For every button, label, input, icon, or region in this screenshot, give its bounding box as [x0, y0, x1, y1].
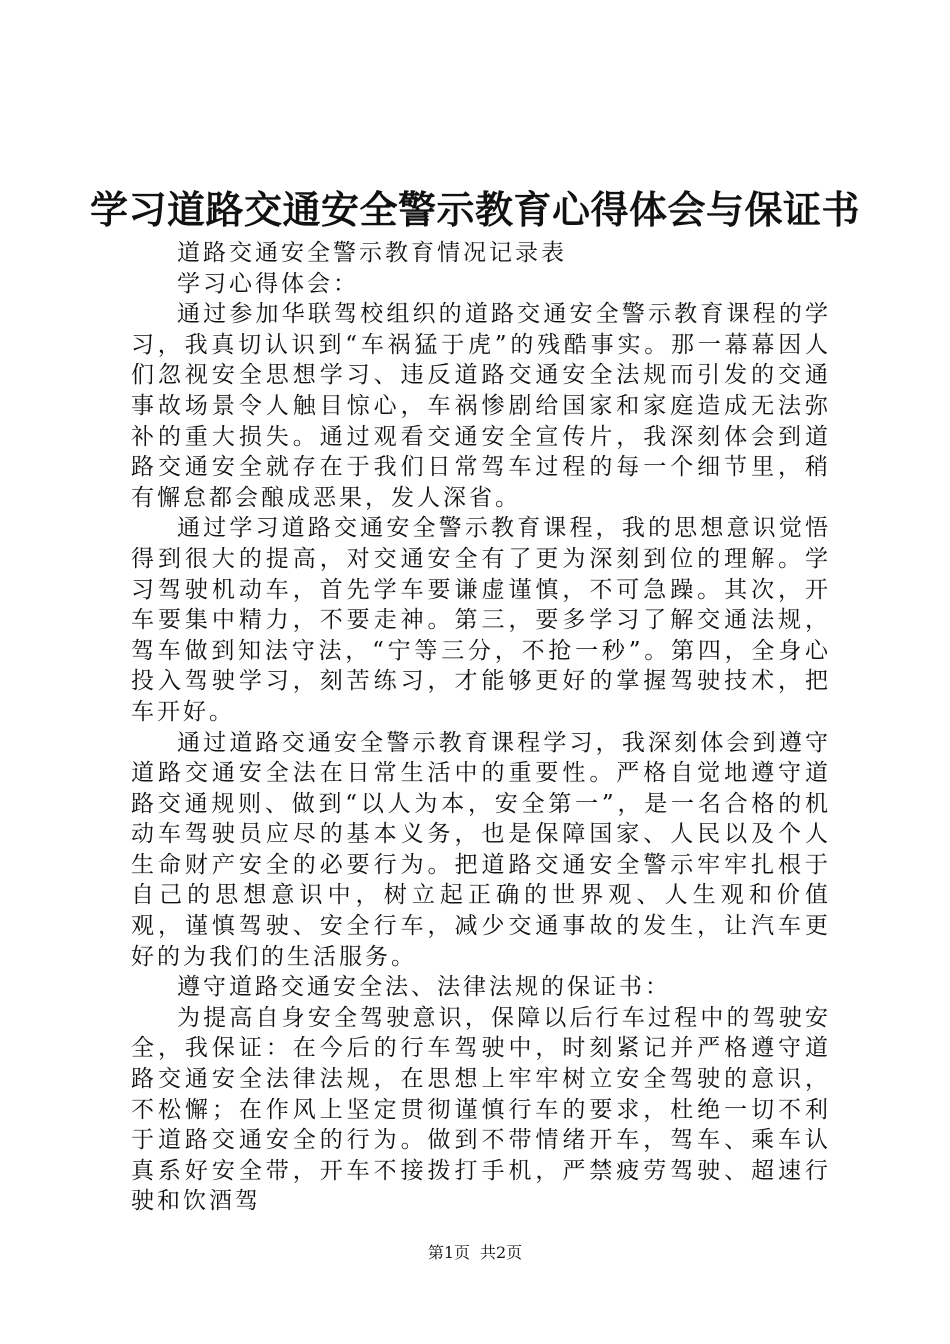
page-total: 共2页 — [480, 1243, 523, 1262]
body-paragraph-3: 通过道路交通安全警示教育课程学习，我深刻体会到遵守道路交通安全法在日常生活中的重要性。严格自觉地遵守道路交通规则、做到“以人为本，安全第一”，是一名合格的机动车驾驶员应尽的基本义务，也是保障国家、人民以及个人生命财产安全的必要行为。把道路交通安全警示牢牢扎根于自己的思想意识中，树立起正确的世界观、人生观和价值观，谨慎驾驶、安全行车，减少交通事故的发生，让汽车更好的为我们的生活服务。 — [131, 729, 831, 970]
section-heading-pledge: 遵守道路交通安全法、法律法规的保证书： — [177, 974, 671, 1001]
body-paragraph-2: 通过学习道路交通安全警示教育课程，我的思想意识觉悟得到很大的提高，对交通安全有了更为深刻到位的理解。学习驾驶机动车，首先学车要谦虚谨慎，不可急躁。其次，开车要集中精力，不要走神。第三，要多学习了解交通法规，驾车做到知法守法，“宁等三分，不抢一秒”。第四，全身心投入驾驶学习，刻苦练习，才能够更好的掌握驾驶技术，把车开好。 — [131, 515, 831, 725]
section-heading-experience: 学习心得体会： — [177, 270, 359, 297]
page-number: 第1页 — [427, 1243, 470, 1262]
page-footer — [0, 1243, 950, 1263]
pledge-paragraph: 为提高自身安全驾驶意识，保障以后行车过程中的驾驶安全，我保证：在今后的行车驾驶中，时刻紧记并严格遵守道路交通安全法律法规，在思想上牢牢树立安全驾驶的意识，不松懈；在作风上坚定贯彻谨慎行车的要求，杜绝一切不利于道路交通安全的行为。做到不带情绪开车，驾车、乘车认真系好安全带，开车不接拨打手机，严禁疲劳驾驶、超速行驶和饮酒驾 — [131, 1004, 831, 1215]
document-body — [131, 238, 831, 1217]
record-table-heading: 道路交通安全警示教育情况记录表 — [177, 240, 567, 266]
document-title: 学习道路交通安全警示教育心得体会与保证书 — [89, 188, 860, 232]
body-paragraph-1: 通过参加华联驾校组织的道路交通安全警示教育课程的学习，我真切认识到“车祸猛于虎”的残酷事实。那一幕幕因人们忽视安全思想学习、违反道路交通安全法规而引发的交通事故场景令人触目惊心，车祸惨剧给国家和家庭造成无法弥补的重大损失。通过观看交通安全宣传片，我深刻体会到道路交通安全就存在于我们日常驾车过程的每一个细节里，稍有懈怠都会酿成恶果，发人深省。 — [131, 301, 831, 511]
